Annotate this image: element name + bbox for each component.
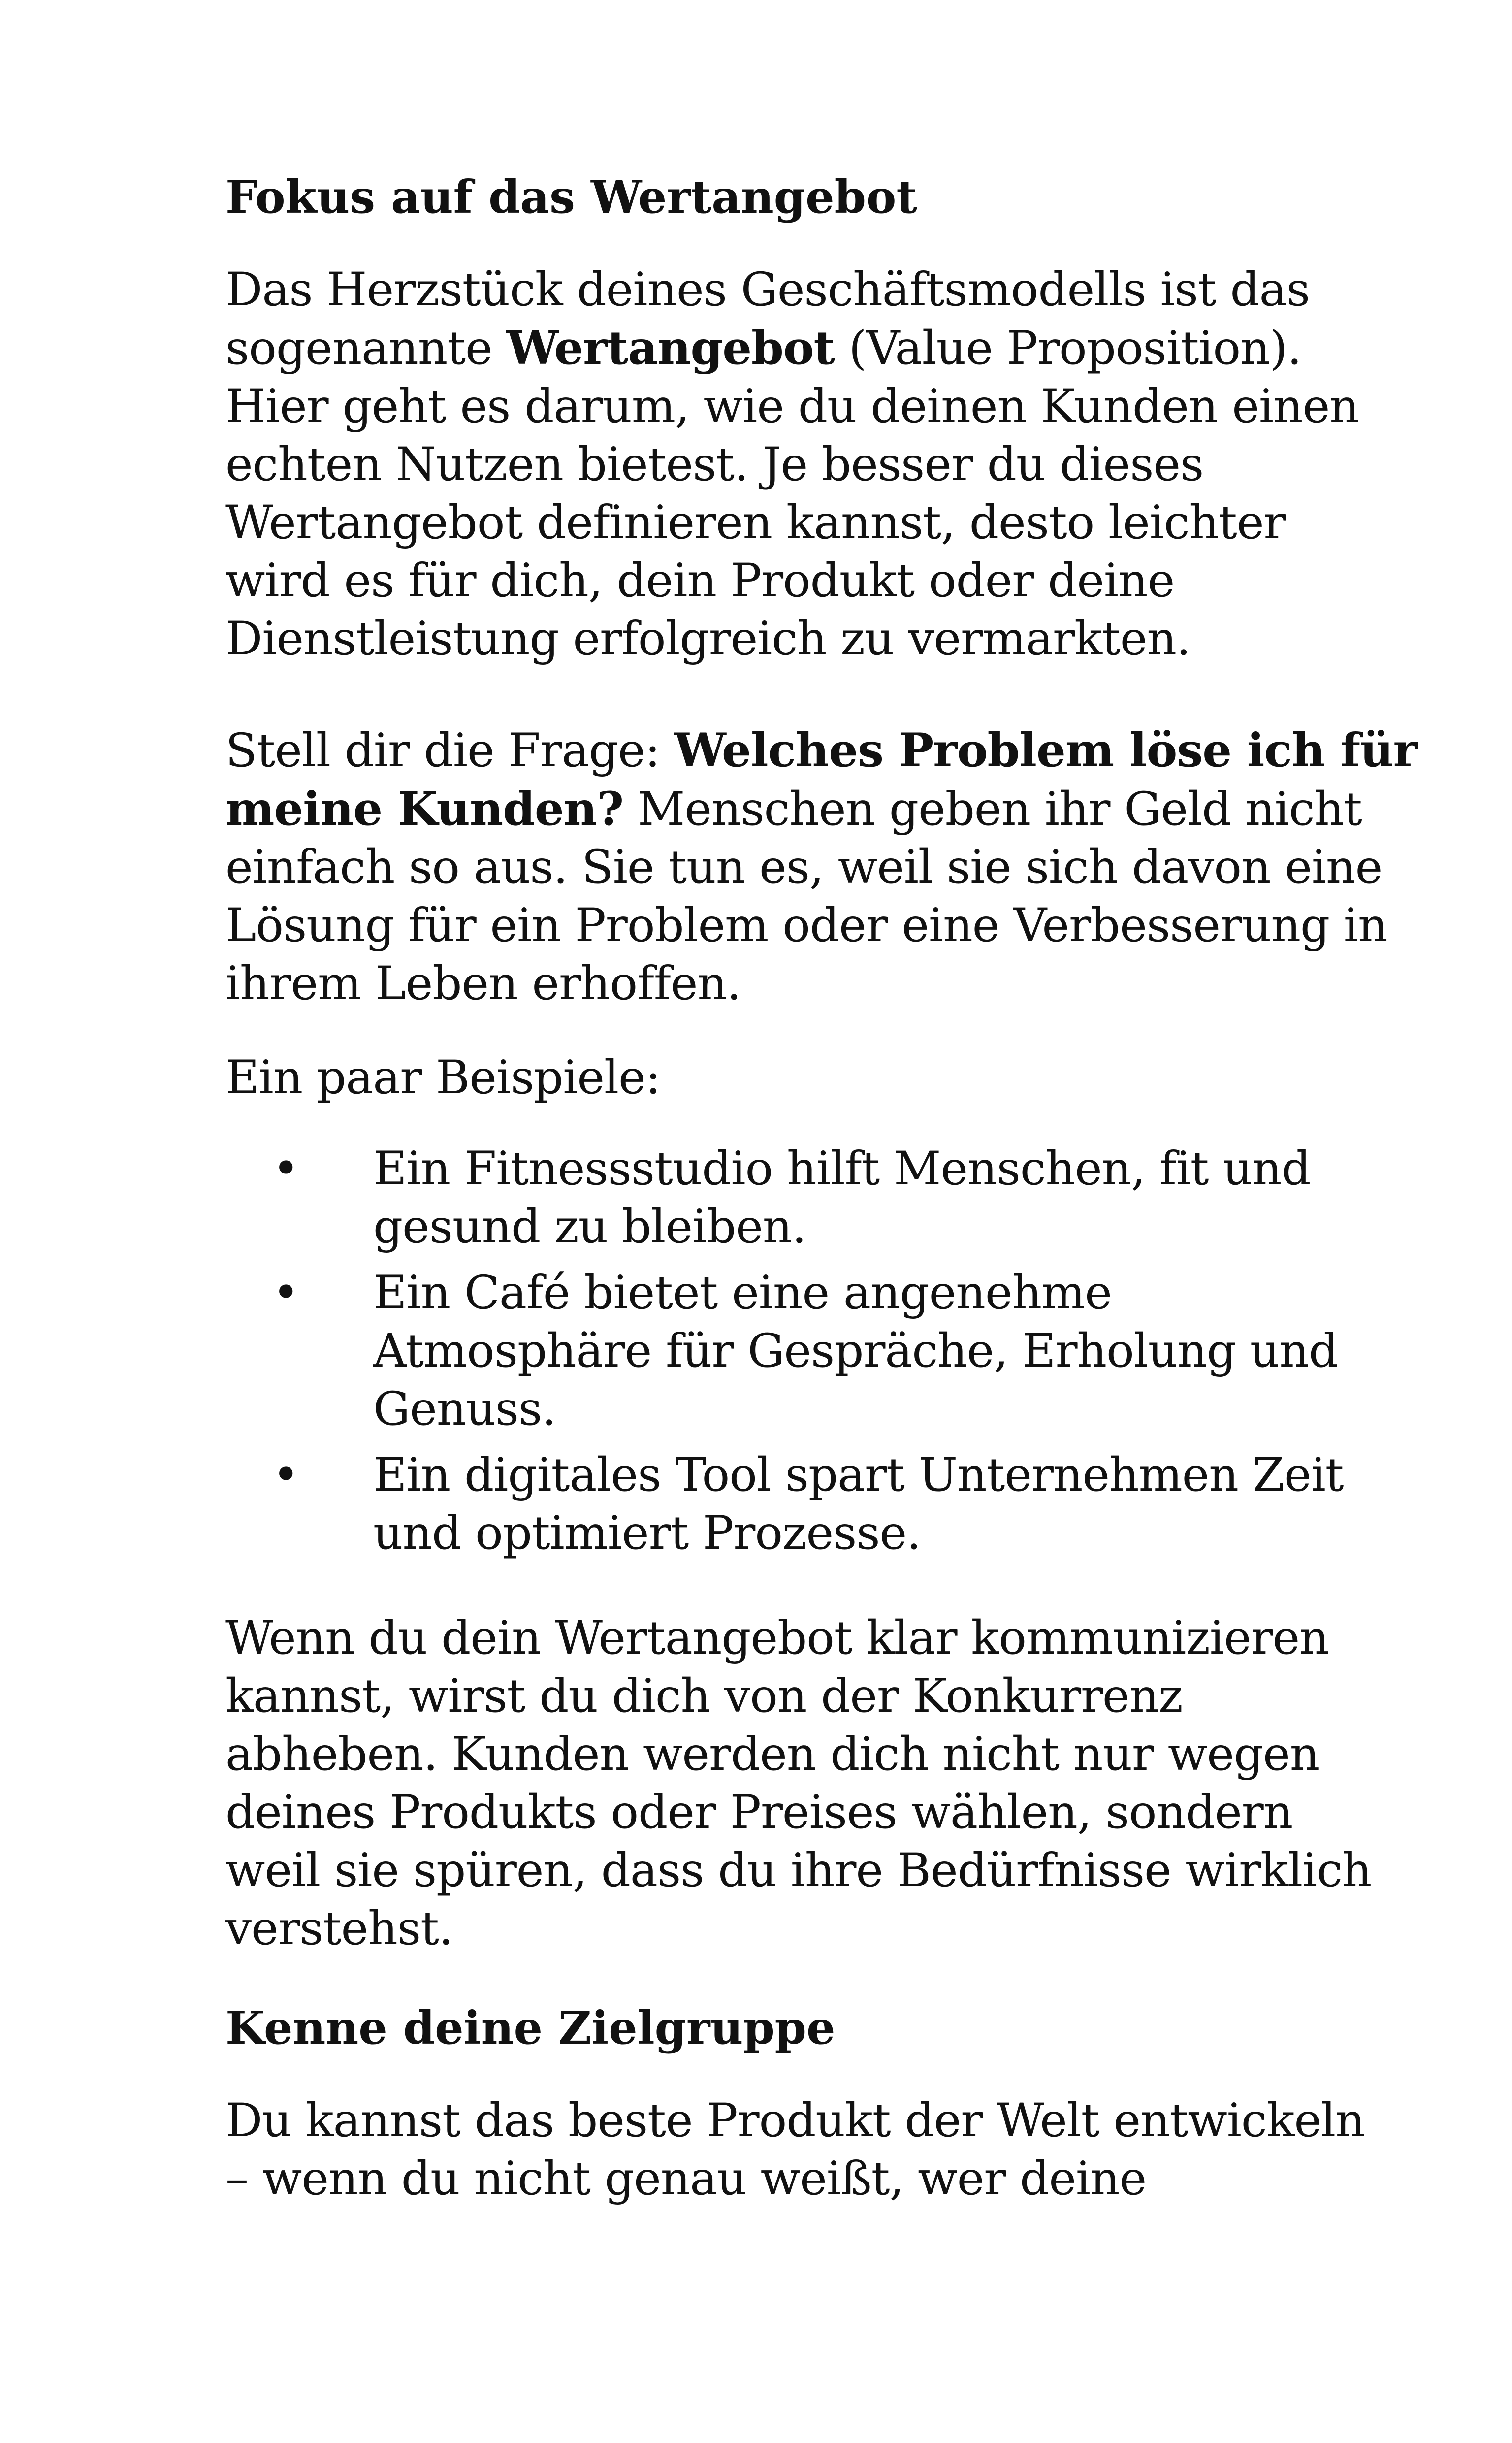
- paragraph-examples-intro: Ein paar Beispiele:: [225, 1051, 661, 1105]
- text-line: Lösung für ein Problem oder eine Verbesserung in: [225, 899, 1387, 952]
- text-line: wird es für dich, dein Produkt oder deine: [225, 554, 1175, 608]
- bullet-icon: •: [272, 1448, 299, 1502]
- bold-term-wertangebot: Wertangebot: [506, 321, 835, 375]
- paragraph-problem-question: [225, 721, 1417, 1013]
- list-item: [225, 1140, 1309, 1256]
- paragraph-wertangebot-intro: [225, 261, 1359, 668]
- text-line: kannst, wirst du dich von der Konkurrenz: [225, 1669, 1183, 1723]
- text-segment: Stell dir die Frage:: [225, 724, 675, 778]
- text-line: einfach so aus. Sie tun es, weil sie sich davon eine: [225, 841, 1383, 894]
- text-line: ihrem Leben erhoffen.: [225, 957, 741, 1010]
- list-item: [225, 1264, 1338, 1438]
- text-line: Genuss.: [373, 1382, 556, 1436]
- text-line: weil sie spüren, dass du ihre Bedürfnisse wirklich: [225, 1844, 1372, 1897]
- bold-question-part1: Welches Problem löse ich für: [674, 723, 1417, 778]
- section-heading-zielgruppe: Kenne deine Zielgruppe: [225, 2001, 836, 2054]
- bullet-icon: •: [272, 1266, 299, 1320]
- text-line: Atmosphäre für Gespräche, Erholung und: [373, 1324, 1338, 1378]
- text-line: und optimiert Prozesse.: [373, 1506, 921, 1560]
- text-line: Ein Fitnessstudio hilft Menschen, fit und: [373, 1142, 1311, 1196]
- text-line: gesund zu bleiben.: [373, 1200, 806, 1254]
- text-line: [225, 319, 1359, 378]
- text-line: Hier geht es darum, wie du deinen Kunden einen: [225, 380, 1359, 433]
- bullet-icon: •: [272, 1142, 299, 1196]
- text-line: verstehst.: [225, 1902, 453, 1955]
- examples-bullet-list: [225, 1140, 1344, 1570]
- section-heading-wertangebot: Fokus auf das Wertangebot: [225, 170, 917, 224]
- text-line: – wenn du nicht genau weißt, wer deine: [225, 2152, 1147, 2206]
- text-line: abheben. Kunden werden dich nicht nur wegen: [225, 1727, 1319, 1781]
- text-line: Wertangebot definieren kannst, desto leichter: [225, 496, 1286, 550]
- text-segment: Menschen geben ihr Geld nicht: [623, 782, 1362, 836]
- text-line: Ein digitales Tool spart Unternehmen Zeit: [373, 1448, 1344, 1502]
- text-line: [225, 721, 1417, 780]
- text-segment: (Value Proposition).: [834, 322, 1302, 375]
- text-line: Dienstleistung erfolgreich zu vermarkten.: [225, 612, 1190, 666]
- text-line: Du kannst das beste Produkt der Welt entwickeln: [225, 2094, 1365, 2148]
- list-item: [225, 1446, 1344, 1563]
- bold-question-part2: meine Kunden?: [225, 782, 624, 836]
- text-line: Ein Café bietet eine angenehme: [373, 1266, 1112, 1320]
- text-line: deines Produkts oder Preises wählen, sondern: [225, 1786, 1293, 1839]
- paragraph-communication: [225, 1609, 1371, 1958]
- text-line: Das Herzstück deines Geschäftsmodells ist das: [225, 263, 1310, 317]
- paragraph-zielgruppe-intro: [225, 2092, 1365, 2208]
- text-line: [225, 780, 1417, 839]
- text-segment: sogenannte: [225, 322, 507, 375]
- text-line: Wenn du dein Wertangebot klar kommunizieren: [225, 1611, 1329, 1665]
- text-line: echten Nutzen bietest. Je besser du dieses: [225, 438, 1204, 491]
